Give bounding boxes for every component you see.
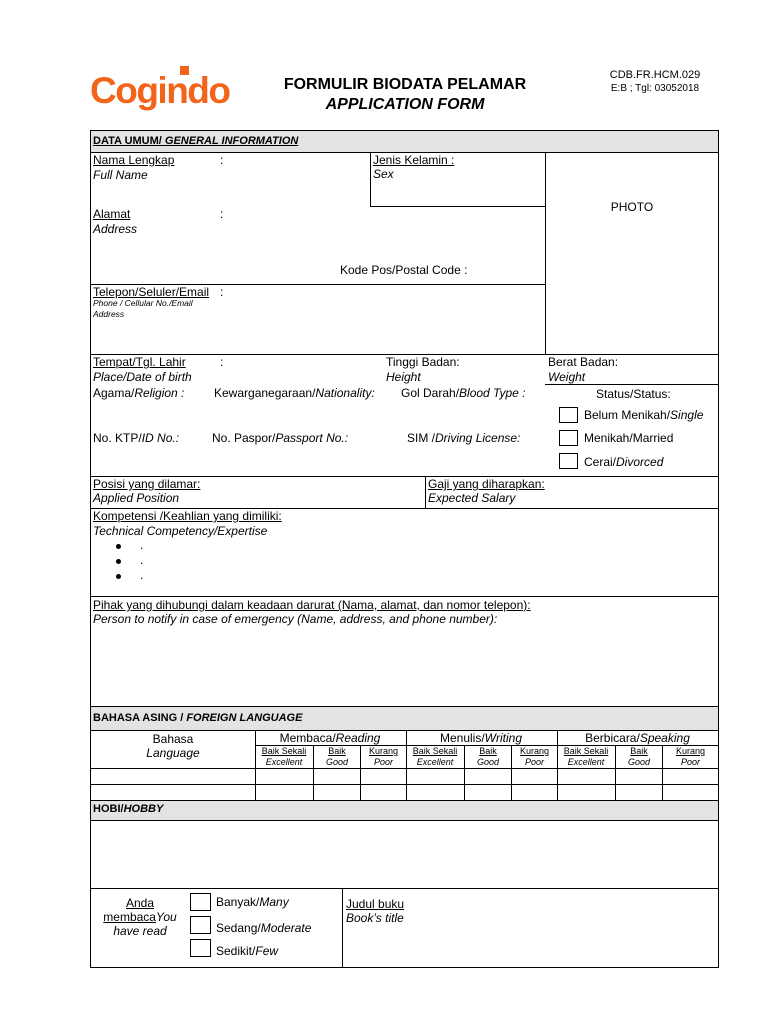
level-header-en: Good <box>325 757 349 767</box>
level-header-en: Poor <box>373 757 393 767</box>
many-en: Many <box>259 895 289 909</box>
few-id: Sedikit/ <box>216 944 256 958</box>
height-en: Height <box>386 370 421 384</box>
grid-line <box>342 888 343 968</box>
postal-code-label: Kode Pos/Postal Code : <box>340 263 468 277</box>
level-header-en: Excellent <box>265 757 303 767</box>
status-title: Status/Status: <box>596 387 671 401</box>
reading-q-line1: Anda <box>125 896 155 910</box>
moderate-id: Sedang/ <box>216 921 261 935</box>
competency-bullet <box>116 559 121 564</box>
grid-line <box>90 284 545 285</box>
full-name-field[interactable] <box>228 153 368 205</box>
competency-item[interactable]: . <box>140 553 144 567</box>
full-name-label: Nama Lengkap <box>93 153 175 167</box>
phone-colon: : <box>220 285 224 299</box>
grid-line <box>90 800 719 801</box>
competency-bullet <box>116 574 121 579</box>
speaking-id: Berbicara/ <box>585 731 640 745</box>
language-row[interactable] <box>92 785 717 800</box>
grid-line <box>255 730 256 800</box>
grid-line <box>90 730 719 731</box>
weight-en: Weight <box>548 370 586 384</box>
grid-line <box>90 130 91 968</box>
reading-many-label <box>216 895 289 909</box>
sex-field[interactable] <box>373 182 543 204</box>
address-label: Alamat <box>93 207 131 221</box>
level-header-en: Good <box>476 757 500 767</box>
religion-en: Religion : <box>134 386 185 400</box>
reading-en: Reading <box>335 731 381 745</box>
status-divorced-en: Divorced <box>616 455 664 469</box>
reading-moderate-label <box>216 921 311 935</box>
grid-line <box>545 152 546 354</box>
hobby-section-en: HOBBY <box>123 803 164 815</box>
reading-header <box>255 731 405 745</box>
blood-id: Gol Darah/ <box>401 386 460 400</box>
status-single-id: Belum Menikah/ <box>584 408 671 422</box>
address-field[interactable] <box>228 207 540 262</box>
height-label: Tinggi Badan: <box>386 355 460 369</box>
grid-line <box>425 476 426 509</box>
form-subtitle: APPLICATION FORM <box>325 96 485 113</box>
competency-label: Kompetensi /Keahlian yang dimiliki: <box>93 509 282 523</box>
grid-line <box>406 730 407 800</box>
nationality-en: Nationality: <box>315 386 375 400</box>
id-number-label <box>93 431 179 445</box>
status-single-checkbox[interactable] <box>559 407 578 423</box>
sim-en: Driving License: <box>435 431 521 445</box>
grid-line <box>557 730 558 800</box>
status-single-en: Single <box>670 408 704 422</box>
language-section-id: BAHASA ASING / <box>93 712 187 724</box>
grid-line <box>90 130 719 131</box>
language-section-title <box>93 712 302 724</box>
hobby-section-title <box>93 803 163 815</box>
address-colon: : <box>220 207 224 221</box>
birth-en: Place/Date of birth <box>93 370 192 384</box>
grid-line <box>370 152 371 206</box>
grid-line <box>90 706 719 707</box>
grid-line <box>90 152 719 153</box>
level-header-en: Poor <box>680 757 700 767</box>
address-en: Address <box>93 222 138 236</box>
writing-en: Writing <box>484 731 523 745</box>
book-title-field[interactable] <box>346 928 714 965</box>
phone-label: Telepon/Seluler/Email <box>93 285 210 299</box>
passport-id: No. Paspor/ <box>212 431 276 445</box>
language-row[interactable] <box>92 769 717 784</box>
phone-en: Phone / Cellular No./Email Address <box>93 298 193 319</box>
company-logo <box>90 66 230 116</box>
document-code: CDB.FR.HCM.029 <box>609 69 701 81</box>
ktp-en: ID No.: <box>141 431 180 445</box>
hobby-section-id: HOBI/ <box>93 803 124 815</box>
grid-line <box>255 745 719 746</box>
writing-id: Menulis/ <box>439 731 485 745</box>
competency-item[interactable]: . <box>140 568 144 582</box>
blood-type-label <box>401 386 526 400</box>
religion-id: Agama/ <box>93 386 135 400</box>
reading-few-label <box>216 944 278 958</box>
status-divorced-id: Cerai/ <box>584 455 617 469</box>
grid-line <box>90 820 719 821</box>
language-section-en: FOREIGN LANGUAGE <box>186 712 303 724</box>
applied-position-en: Applied Position <box>93 491 180 505</box>
grid-line <box>313 745 314 800</box>
document-meta: E:B ; Tgl: 03052018 <box>610 83 700 94</box>
reading-id: Membaca/ <box>279 731 336 745</box>
expected-salary-label: Gaji yang diharapkan: <box>428 477 545 491</box>
level-header: Baik <box>328 746 346 756</box>
reading-frequency-question <box>92 896 188 938</box>
level-header: Kurang <box>675 746 706 756</box>
reading-q-line3: have read <box>113 924 167 938</box>
sex-label: Jenis Kelamin : <box>373 153 455 167</box>
grid-line <box>90 596 719 597</box>
grid-line <box>90 508 719 509</box>
competency-en: Technical Competency/Expertise <box>93 524 268 538</box>
grid-line <box>511 745 512 800</box>
grid-line <box>90 354 719 355</box>
reading-moderate-checkbox[interactable] <box>190 916 211 934</box>
grid-line <box>718 130 719 968</box>
competency-item[interactable]: . <box>140 538 144 552</box>
level-header-en: Excellent <box>567 757 605 767</box>
general-section-en: GENERAL INFORMATION <box>161 135 299 147</box>
moderate-en: Moderate <box>260 921 312 935</box>
language-col-header-en: Language <box>146 746 200 760</box>
passport-label <box>212 431 348 445</box>
driving-license-label <box>407 431 520 445</box>
language-col-header: Bahasa <box>152 732 194 746</box>
reading-q-line2-en: You <box>155 910 177 924</box>
status-married-checkbox[interactable] <box>559 430 578 446</box>
grid-line <box>545 384 719 385</box>
expected-salary-en: Expected Salary <box>428 491 516 505</box>
general-section-title <box>93 135 298 147</box>
logo-text: Cogindo <box>90 70 230 111</box>
grid-line <box>90 784 719 785</box>
full-name-colon: : <box>220 153 224 167</box>
grid-line <box>90 967 719 968</box>
phone-field[interactable] <box>228 286 540 346</box>
book-title-label: Judul buku <box>346 897 405 911</box>
book-title-en <box>346 911 404 925</box>
grid-line <box>360 745 361 800</box>
sim-id: SIM / <box>407 431 436 445</box>
religion-label <box>93 386 184 400</box>
speaking-header <box>557 731 718 745</box>
grid-line <box>464 745 465 800</box>
status-divorced-label <box>584 455 663 469</box>
level-header-en: Good <box>627 757 651 767</box>
level-header-en: Excellent <box>416 757 454 767</box>
level-header: Baik Sekali <box>412 746 458 756</box>
few-en: Few <box>255 944 279 958</box>
status-single-label <box>584 408 703 422</box>
hobby-section-band <box>91 801 718 820</box>
level-header: Baik Sekali <box>261 746 307 756</box>
form-title: FORMULIR BIODATA PELAMAR <box>283 76 527 93</box>
many-id: Banyak/ <box>216 895 260 909</box>
emergency-contact-field[interactable] <box>93 628 715 704</box>
level-header: Kurang <box>519 746 550 756</box>
general-section-id: DATA UMUM/ <box>93 135 162 147</box>
grid-line <box>90 888 719 889</box>
grid-line <box>615 745 616 800</box>
blood-en: Blood Type : <box>459 386 526 400</box>
status-married-label: Menikah/Married <box>584 431 674 445</box>
reading-many-checkbox[interactable] <box>190 893 211 911</box>
grid-line <box>370 206 545 207</box>
hobby-field[interactable] <box>93 822 715 887</box>
passport-en: Passport No.: <box>275 431 349 445</box>
emergency-contact-label: Pihak yang dihubungi dalam keadaan darurat (Nama, alamat, dan nomor telepon): <box>93 598 531 612</box>
level-header-en: Poor <box>524 757 544 767</box>
ktp-id: No. KTP/ <box>93 431 142 445</box>
photo-placeholder: PHOTO <box>610 200 654 214</box>
birth-label: Tempat/Tgl. Lahir <box>93 355 186 369</box>
level-header: Baik Sekali <box>563 746 609 756</box>
level-header: Baik <box>479 746 497 756</box>
level-header: Kurang <box>368 746 399 756</box>
nationality-id: Kewarganegaraan/ <box>214 386 316 400</box>
book-en-1: Book <box>346 911 374 925</box>
emergency-contact-en: Person to notify in case of emergency (Name, address, and phone number): <box>93 612 498 626</box>
writing-header <box>406 731 556 745</box>
competency-bullet <box>116 544 121 549</box>
nationality-label <box>214 386 375 400</box>
speaking-en: Speaking <box>639 731 690 745</box>
grid-line <box>90 768 719 769</box>
grid-line <box>662 745 663 800</box>
weight-label: Berat Badan: <box>548 355 619 369</box>
full-name-en: Full Name <box>93 168 148 182</box>
sex-en: Sex <box>373 167 394 181</box>
applied-position-label: Posisi yang dilamar: <box>93 477 201 491</box>
reading-q-line2: membaca <box>103 910 156 924</box>
book-en-2: ’s title <box>373 911 404 925</box>
birth-colon: : <box>220 355 224 369</box>
grid-line <box>90 476 719 477</box>
reading-few-checkbox[interactable] <box>190 939 211 957</box>
status-divorced-checkbox[interactable] <box>559 453 578 469</box>
level-header: Baik <box>630 746 648 756</box>
